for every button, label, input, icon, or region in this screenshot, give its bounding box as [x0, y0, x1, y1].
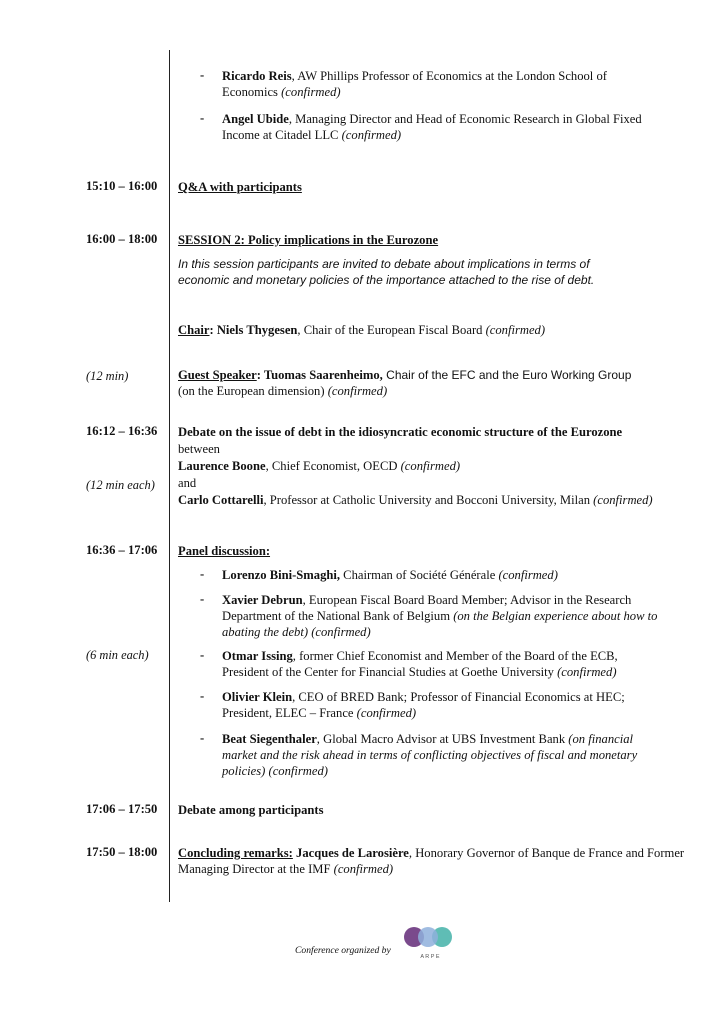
bullet-dash: -	[200, 68, 205, 82]
session-time: 17:06 – 17:50	[86, 802, 158, 816]
speaker-item: Ricardo Reis, AW Phillips Professor of Economics at the London School of Economics (confirmed)	[222, 69, 607, 99]
session-title: SESSION 2: Policy implications in the Eurozone	[178, 233, 439, 247]
session-time: 15:10 – 16:00	[86, 179, 158, 193]
panel-member: Beat Siegenthaler, Global Macro Advisor at UBS Investment Bank (on financial market and the risk ahead in terms of conflicting objectives of fiscal and monetary policies) (confirmed)	[222, 732, 638, 778]
duration-note: (12 min each)	[86, 478, 155, 492]
session-time: 16:12 – 16:36	[86, 424, 158, 438]
speaker-name: Ricardo Reis	[222, 69, 292, 83]
debate-block: Debate on the issue of debt in the idiosyncratic economic structure of the Eurozone between Laurence Boone, Chief Economist, OECD (confirmed) and Carlo Cottarelli, Professor at Catholic University and Bocconi University, Milan (confirmed)	[178, 425, 653, 507]
concluding-block: Concluding remarks: Jacques de Larosière, Honorary Governor of Banque de France and Former Managing Director at the IMF (confirmed)	[178, 846, 685, 876]
chair-line: Chair: Niels Thygesen, Chair of the European Fiscal Board (confirmed)	[178, 323, 546, 337]
session-time: 16:00 – 18:00	[86, 232, 158, 246]
bullet-dash: -	[200, 111, 205, 125]
duration-note: (12 min)	[86, 369, 129, 383]
footer-organizer-text: Conference organized by	[295, 945, 391, 956]
session-intro: In this session participants are invited to debate about implications in terms of economic and monetary policies of the importance attached to the rise of debt.	[178, 257, 595, 287]
bullet-dash: -	[200, 648, 205, 662]
arpe-logo	[401, 925, 459, 961]
logo-circles-icon	[401, 925, 459, 961]
speaker-name: Angel Ubide	[222, 112, 289, 126]
bullet-dash: -	[200, 689, 205, 703]
session-time: 17:50 – 18:00	[86, 845, 158, 859]
bullet-dash: -	[200, 731, 205, 745]
bullet-dash: -	[200, 592, 205, 606]
guest-speaker-line: Guest Speaker: Tuomas Saarenheimo, Chair of the EFC and the Euro Working Group (on the European dimension) (confirmed)	[178, 368, 632, 398]
bullet-dash: -	[200, 567, 205, 581]
vertical-divider-line	[169, 50, 170, 902]
logo-text: A R P E	[420, 954, 440, 960]
session-title: Debate among participants	[178, 803, 324, 817]
panel-member: Xavier Debrun, European Fiscal Board Board Member; Advisor in the Research Department of the National Bank of Belgium (on the Belgian experience about how to abating the debt) (confirmed)	[222, 593, 658, 639]
panel-member: Olivier Klein, CEO of BRED Bank; Professor of Financial Economics at HEC; President, ELEC – France (confirmed)	[222, 690, 625, 720]
panel-member: Lorenzo Bini-Smaghi, Chairman of Société Générale (confirmed)	[222, 568, 558, 582]
session-time: 16:36 – 17:06	[86, 543, 158, 557]
speaker-item: Angel Ubide, Managing Director and Head of Economic Research in Global Fixed Income at Citadel LLC (confirmed)	[222, 112, 642, 142]
duration-note: (6 min each)	[86, 648, 149, 662]
session-title: Q&A with participants	[178, 180, 302, 194]
session-title: Debate on the issue of debt in the idiosyncratic economic structure of the Eurozone	[178, 425, 623, 439]
session-title: Panel discussion:	[178, 544, 271, 558]
panel-member: Otmar Issing, former Chief Economist and Member of the Board of the ECB, President of the Center for Financial Studies at Goethe University (confirmed)	[222, 649, 618, 679]
